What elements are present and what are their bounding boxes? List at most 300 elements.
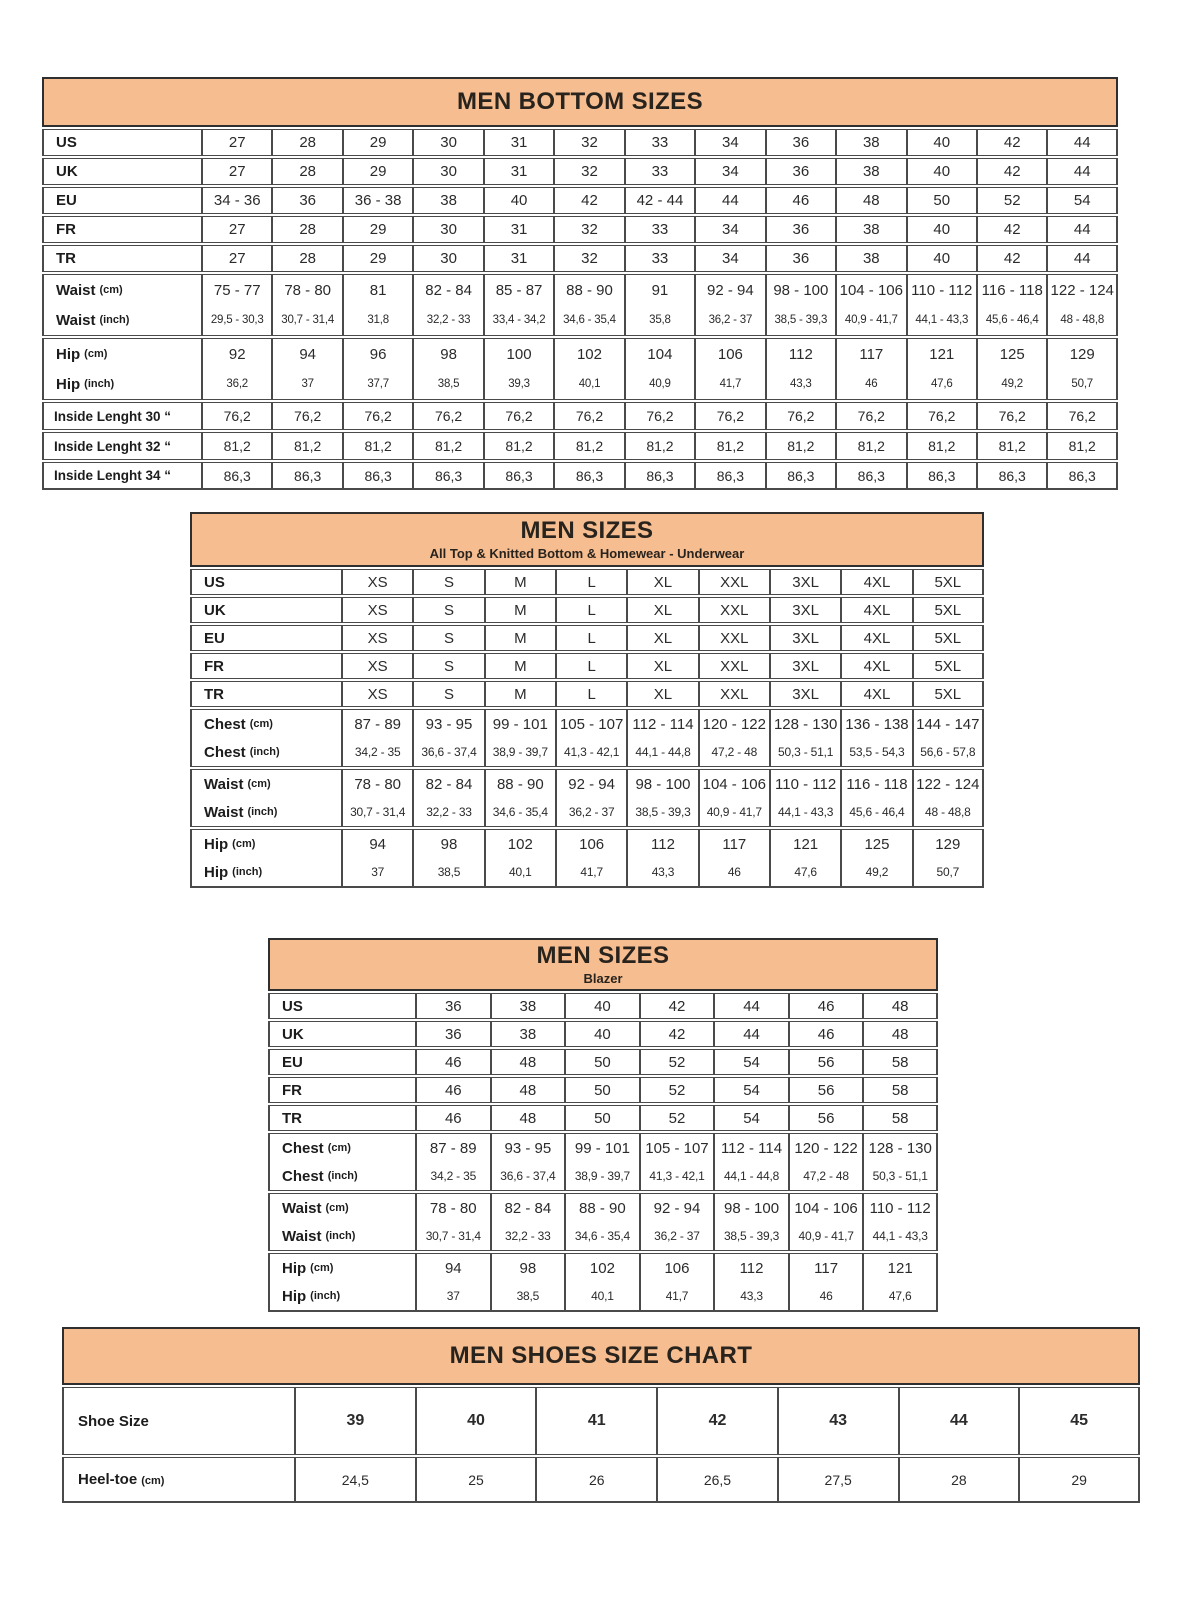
value-cell: 38 bbox=[836, 245, 906, 272]
row-label-text: Heel-toe bbox=[78, 1471, 138, 1488]
value-cell: XS bbox=[342, 597, 413, 623]
row-label-unit: (cm) bbox=[141, 1475, 165, 1487]
value-inch: 34,6 - 35,4 bbox=[492, 805, 548, 819]
measure-unit: (cm) bbox=[99, 284, 123, 296]
men-bottom-sizes-grid bbox=[42, 75, 1118, 492]
value-cell: 32 bbox=[554, 245, 624, 272]
value-cell: 24,5 bbox=[295, 1457, 416, 1503]
value-cell: 44 bbox=[1047, 245, 1118, 272]
value-cell bbox=[789, 1193, 864, 1251]
value-cell: 46 bbox=[789, 993, 864, 1019]
value-inch: 36,2 - 37 bbox=[654, 1229, 700, 1243]
value-cell bbox=[491, 1193, 566, 1251]
row-label bbox=[268, 1105, 416, 1131]
row-label-text: US bbox=[56, 134, 77, 151]
value-lines bbox=[414, 339, 482, 399]
value-inch: 39,3 bbox=[508, 378, 530, 390]
value-cell: 29 bbox=[343, 216, 413, 243]
value-inch: 41,7 bbox=[719, 378, 742, 390]
row-label bbox=[268, 1193, 416, 1251]
value-cell: 3XL bbox=[770, 625, 841, 651]
value-cell: 43 bbox=[778, 1387, 899, 1455]
value-cell: M bbox=[485, 597, 556, 623]
table-header-row bbox=[42, 77, 1118, 127]
value-cell bbox=[836, 338, 906, 400]
value-cell: 40 bbox=[416, 1387, 537, 1455]
value-cm: 98 bbox=[440, 835, 458, 853]
value-lines bbox=[715, 1194, 788, 1250]
value-cell: 38 bbox=[836, 216, 906, 243]
table-title: MEN SIZES bbox=[536, 941, 670, 969]
value-cm: 128 - 130 bbox=[868, 1139, 932, 1157]
value-cell: 86,3 bbox=[413, 462, 483, 490]
value-cell: 76,2 bbox=[554, 402, 624, 430]
value-lines bbox=[641, 1194, 714, 1250]
value-lines bbox=[767, 275, 835, 335]
row-label-line bbox=[204, 738, 341, 766]
value-cell: 46 bbox=[416, 1105, 491, 1131]
value-cell: 27 bbox=[202, 129, 272, 156]
value-lines bbox=[978, 339, 1046, 399]
measure-name: Waist bbox=[56, 311, 96, 329]
row-label bbox=[190, 709, 342, 767]
row-label bbox=[190, 769, 342, 827]
value-cell: 29 bbox=[343, 129, 413, 156]
value-cell bbox=[625, 274, 695, 336]
value-cell: 32 bbox=[554, 129, 624, 156]
table-row-tr bbox=[42, 245, 1118, 272]
value-cell: 86,3 bbox=[907, 462, 977, 490]
value-lines bbox=[557, 770, 626, 826]
value-lines bbox=[790, 1194, 863, 1250]
value-cell: 52 bbox=[640, 1049, 715, 1075]
value-lines bbox=[641, 1134, 714, 1190]
value-cm: 81 bbox=[369, 281, 387, 299]
value-cm: 100 bbox=[506, 345, 532, 363]
row-label-line bbox=[204, 770, 341, 798]
value-cm: 121 bbox=[793, 835, 819, 853]
value-cm: 98 - 100 bbox=[724, 1199, 780, 1217]
table-row-waist bbox=[42, 274, 1118, 336]
value-cell: M bbox=[485, 625, 556, 651]
value-cell: 4XL bbox=[841, 681, 912, 707]
men-shoes-size-chart-table bbox=[62, 1325, 1140, 1505]
measure-unit: (inch) bbox=[84, 378, 115, 390]
value-lines bbox=[837, 339, 905, 399]
row-label bbox=[42, 402, 202, 430]
value-cell: 76,2 bbox=[343, 402, 413, 430]
value-cell bbox=[565, 1193, 640, 1251]
value-cell: 44 bbox=[1047, 158, 1118, 185]
value-cell: 76,2 bbox=[907, 402, 977, 430]
value-lines bbox=[628, 710, 697, 766]
value-cell bbox=[640, 1193, 715, 1251]
value-cell: 46 bbox=[416, 1077, 491, 1103]
value-lines bbox=[555, 339, 623, 399]
value-cell: S bbox=[413, 625, 484, 651]
table-subtitle: Blazer bbox=[583, 971, 623, 987]
value-cell bbox=[202, 338, 272, 400]
row-label bbox=[42, 245, 202, 272]
value-cell bbox=[913, 709, 984, 767]
men-bottom-sizes-table bbox=[42, 75, 1118, 492]
value-cell bbox=[413, 274, 483, 336]
value-cell: 27 bbox=[202, 158, 272, 185]
value-cell: 81,2 bbox=[625, 432, 695, 460]
value-cell bbox=[695, 338, 765, 400]
value-cell: 81,2 bbox=[1047, 432, 1118, 460]
value-inch: 34,6 - 35,4 bbox=[574, 1229, 630, 1243]
value-cell: 54 bbox=[714, 1049, 789, 1075]
row-label bbox=[42, 338, 202, 400]
value-cell bbox=[554, 274, 624, 336]
value-inch: 47,6 bbox=[930, 378, 953, 390]
value-lines bbox=[555, 275, 623, 335]
value-cell: 5XL bbox=[913, 625, 984, 651]
value-cell: 38 bbox=[413, 187, 483, 214]
value-cell: 40 bbox=[484, 187, 554, 214]
value-cm: 112 bbox=[739, 1259, 764, 1277]
value-inch: 29,5 - 30,3 bbox=[210, 314, 264, 326]
value-cell: 33 bbox=[625, 158, 695, 185]
value-cm: 125 bbox=[999, 345, 1025, 363]
value-inch: 40,9 - 41,7 bbox=[706, 805, 762, 819]
value-cell: 50 bbox=[565, 1049, 640, 1075]
value-cm: 110 - 112 bbox=[869, 1199, 931, 1217]
value-lines bbox=[343, 770, 412, 826]
value-inch: 50,7 bbox=[936, 865, 960, 879]
value-cell: 34 - 36 bbox=[202, 187, 272, 214]
value-cell: 33 bbox=[625, 245, 695, 272]
value-lines bbox=[1048, 275, 1116, 335]
row-label-text: US bbox=[204, 573, 225, 591]
value-lines bbox=[771, 710, 840, 766]
value-cell: 27 bbox=[202, 216, 272, 243]
value-inch: 44,1 - 44,8 bbox=[635, 745, 691, 759]
measure-unit: (inch) bbox=[99, 314, 130, 326]
value-inch: 36,2 bbox=[226, 378, 249, 390]
measure-unit: (cm) bbox=[247, 778, 271, 790]
value-cell bbox=[342, 709, 413, 767]
value-cell: 44 bbox=[899, 1387, 1020, 1455]
value-inch: 50,3 - 51,1 bbox=[872, 1169, 928, 1183]
value-cell bbox=[484, 274, 554, 336]
value-cell: 38 bbox=[491, 993, 566, 1019]
value-inch: 30,7 - 31,4 bbox=[425, 1229, 481, 1243]
table-title: MEN SIZES bbox=[520, 516, 654, 544]
table-row-fr bbox=[190, 653, 984, 679]
table-row-shoe-size bbox=[62, 1387, 1140, 1455]
value-cell: M bbox=[485, 653, 556, 679]
value-cell: 81,2 bbox=[977, 432, 1047, 460]
value-cell bbox=[770, 769, 841, 827]
table-title-band bbox=[190, 512, 984, 567]
value-cell: XL bbox=[627, 653, 698, 679]
value-lines bbox=[696, 339, 764, 399]
value-cell bbox=[766, 274, 836, 336]
value-cell: 40 bbox=[907, 158, 977, 185]
value-cell bbox=[841, 769, 912, 827]
value-lines bbox=[343, 830, 412, 886]
value-inch: 36,6 - 37,4 bbox=[421, 745, 477, 759]
value-lines bbox=[842, 830, 911, 886]
value-cell: L bbox=[556, 625, 627, 651]
value-lines bbox=[344, 275, 412, 335]
value-cell: 76,2 bbox=[766, 402, 836, 430]
row-label-text: EU bbox=[204, 629, 225, 647]
value-cm: 99 - 101 bbox=[492, 715, 548, 733]
value-lines bbox=[492, 1254, 565, 1310]
value-cell: 38 bbox=[836, 129, 906, 156]
value-lines bbox=[414, 830, 483, 886]
table-row-hip bbox=[268, 1253, 938, 1312]
value-cell bbox=[770, 709, 841, 767]
value-inch: 49,2 bbox=[865, 865, 889, 879]
value-inch: 30,7 - 31,4 bbox=[281, 314, 335, 326]
value-cell: 46 bbox=[766, 187, 836, 214]
value-inch: 37 bbox=[371, 865, 385, 879]
value-cell bbox=[202, 274, 272, 336]
value-cm: 105 - 107 bbox=[645, 1139, 709, 1157]
value-cell: 28 bbox=[272, 216, 342, 243]
value-cell: 29 bbox=[343, 245, 413, 272]
row-label bbox=[42, 216, 202, 243]
table-row-tr bbox=[268, 1105, 938, 1131]
value-inch: 34,2 - 35 bbox=[354, 745, 401, 759]
value-cm: 104 - 106 bbox=[794, 1199, 858, 1217]
value-cell: 42 bbox=[977, 158, 1047, 185]
measure-name: Hip bbox=[56, 345, 81, 363]
value-lines bbox=[700, 830, 769, 886]
value-inch: 33,4 - 34,2 bbox=[492, 314, 546, 326]
value-cm: 87 - 89 bbox=[429, 1139, 477, 1157]
measure-name: Chest bbox=[282, 1139, 324, 1157]
value-cell bbox=[342, 769, 413, 827]
row-label bbox=[190, 569, 342, 595]
value-cm: 87 - 89 bbox=[354, 715, 402, 733]
value-cell: XXL bbox=[699, 569, 770, 595]
value-cell bbox=[625, 338, 695, 400]
value-cell: S bbox=[413, 597, 484, 623]
value-cell: 31 bbox=[484, 245, 554, 272]
value-cell: 27,5 bbox=[778, 1457, 899, 1503]
value-inch: 43,3 bbox=[740, 1289, 763, 1303]
value-cm: 88 - 90 bbox=[496, 775, 544, 793]
value-lines bbox=[486, 770, 555, 826]
value-cm: 104 bbox=[647, 345, 673, 363]
value-cell: 42 bbox=[640, 1021, 715, 1047]
value-inch: 41,3 - 42,1 bbox=[649, 1169, 705, 1183]
value-cell: 34 bbox=[695, 158, 765, 185]
value-lines bbox=[343, 710, 412, 766]
value-cell: 50 bbox=[907, 187, 977, 214]
row-label bbox=[190, 625, 342, 651]
value-cell: 28 bbox=[272, 129, 342, 156]
measure-name: Hip bbox=[56, 375, 81, 393]
value-cell bbox=[770, 829, 841, 888]
value-cell: 5XL bbox=[913, 569, 984, 595]
value-cell: 32 bbox=[554, 158, 624, 185]
value-cell: 81,2 bbox=[413, 432, 483, 460]
value-cell: 5XL bbox=[913, 681, 984, 707]
row-label-line bbox=[282, 1194, 415, 1222]
value-cell bbox=[913, 829, 984, 888]
value-cell bbox=[565, 1133, 640, 1191]
value-cell: 46 bbox=[789, 1021, 864, 1047]
row-label-text: EU bbox=[56, 192, 77, 209]
value-cell: 48 bbox=[836, 187, 906, 214]
value-cell: 36 bbox=[766, 245, 836, 272]
value-inch: 41,3 - 42,1 bbox=[564, 745, 620, 759]
value-cell: 56 bbox=[789, 1077, 864, 1103]
value-lines bbox=[626, 339, 694, 399]
table-row-us bbox=[268, 993, 938, 1019]
value-cell: 86,3 bbox=[484, 462, 554, 490]
value-inch: 37 bbox=[301, 378, 314, 390]
value-cell bbox=[342, 829, 413, 888]
value-cell: 45 bbox=[1019, 1387, 1140, 1455]
value-cm: 98 bbox=[519, 1259, 537, 1277]
table-row-waist bbox=[268, 1193, 938, 1251]
value-cell: S bbox=[413, 569, 484, 595]
value-cell: 81,2 bbox=[272, 432, 342, 460]
value-lines bbox=[344, 339, 412, 399]
value-lines bbox=[700, 710, 769, 766]
value-cell: 76,2 bbox=[202, 402, 272, 430]
row-label bbox=[190, 829, 342, 888]
value-cell: 81,2 bbox=[766, 432, 836, 460]
value-lines bbox=[1048, 339, 1116, 399]
value-cm: 92 - 94 bbox=[653, 1199, 701, 1217]
value-cm: 93 - 95 bbox=[425, 715, 473, 733]
value-cell bbox=[913, 769, 984, 827]
value-cm: 78 - 80 bbox=[429, 1199, 477, 1217]
value-inch: 48 - 48,8 bbox=[1060, 314, 1105, 326]
value-inch: 48 - 48,8 bbox=[925, 805, 971, 819]
row-label-text: US bbox=[282, 997, 303, 1015]
value-cell: 33 bbox=[625, 129, 695, 156]
value-inch: 37 bbox=[446, 1289, 460, 1303]
value-inch: 40,9 bbox=[649, 378, 671, 390]
value-cell: 28 bbox=[272, 245, 342, 272]
row-label-line bbox=[282, 1254, 415, 1282]
value-cell: 76,2 bbox=[413, 402, 483, 430]
value-cell: 31 bbox=[484, 129, 554, 156]
table-row-eu bbox=[42, 187, 1118, 214]
value-inch: 36,6 - 37,4 bbox=[500, 1169, 556, 1183]
measure-unit: (cm) bbox=[325, 1202, 349, 1214]
value-cell: 4XL bbox=[841, 597, 912, 623]
value-cell bbox=[556, 709, 627, 767]
value-cm: 82 - 84 bbox=[504, 1199, 552, 1217]
value-cell: 26 bbox=[536, 1457, 657, 1503]
measure-name: Waist bbox=[204, 775, 244, 793]
value-inch: 34,6 - 35,4 bbox=[563, 314, 616, 326]
value-cell: 81,2 bbox=[484, 432, 554, 460]
value-cm: 112 - 114 bbox=[720, 1139, 783, 1157]
value-cm: 75 - 77 bbox=[213, 281, 261, 299]
value-cm: 94 bbox=[299, 345, 317, 363]
row-label-line bbox=[56, 369, 201, 399]
value-cm: 117 bbox=[722, 835, 747, 853]
value-lines bbox=[908, 339, 976, 399]
value-lines bbox=[641, 1254, 714, 1310]
value-cell bbox=[416, 1193, 491, 1251]
value-cell: 5XL bbox=[913, 653, 984, 679]
value-cm: 110 - 112 bbox=[775, 775, 837, 793]
value-cell bbox=[627, 829, 698, 888]
value-lines bbox=[203, 275, 271, 335]
value-cell: 25 bbox=[416, 1457, 537, 1503]
value-cell bbox=[272, 274, 342, 336]
row-label bbox=[190, 597, 342, 623]
value-cm: 96 bbox=[369, 345, 387, 363]
value-cell: 86,3 bbox=[343, 462, 413, 490]
value-cm: 120 - 122 bbox=[794, 1139, 858, 1157]
value-cell: 58 bbox=[863, 1105, 938, 1131]
row-label-line bbox=[282, 1222, 415, 1250]
value-inch: 32,2 - 33 bbox=[426, 314, 471, 326]
value-cell: 50 bbox=[565, 1077, 640, 1103]
value-inch: 34,2 - 35 bbox=[430, 1169, 477, 1183]
value-inch: 35,8 bbox=[649, 314, 671, 326]
value-cell bbox=[863, 1253, 938, 1312]
value-cm: 106 bbox=[664, 1259, 690, 1277]
value-lines bbox=[715, 1254, 788, 1310]
value-cell: 81,2 bbox=[554, 432, 624, 460]
value-cell: 36 bbox=[766, 129, 836, 156]
value-cell: 44 bbox=[695, 187, 765, 214]
value-cell: 48 bbox=[491, 1105, 566, 1131]
table-row-uk bbox=[268, 1021, 938, 1047]
table-row-hip bbox=[42, 338, 1118, 400]
value-cell bbox=[640, 1133, 715, 1191]
measure-unit: (cm) bbox=[84, 348, 108, 360]
value-cm: 117 bbox=[814, 1259, 839, 1277]
row-label bbox=[190, 653, 342, 679]
value-lines bbox=[978, 275, 1046, 335]
value-inch: 36,2 - 37 bbox=[708, 314, 753, 326]
value-lines bbox=[485, 339, 553, 399]
value-cm: 85 - 87 bbox=[495, 281, 543, 299]
value-cm: 91 bbox=[651, 281, 669, 299]
row-label-text: UK bbox=[204, 601, 226, 619]
value-cm: 106 bbox=[579, 835, 605, 853]
value-cm: 136 - 138 bbox=[845, 715, 909, 733]
value-inch: 40,9 - 41,7 bbox=[798, 1229, 854, 1243]
value-inch: 40,1 bbox=[591, 1289, 614, 1303]
value-cell: 30 bbox=[413, 245, 483, 272]
value-cell: 58 bbox=[863, 1049, 938, 1075]
value-cell bbox=[627, 769, 698, 827]
row-label-line bbox=[56, 305, 201, 335]
row-label-text: UK bbox=[282, 1025, 304, 1043]
row-label-line bbox=[204, 858, 341, 886]
value-inch: 43,3 bbox=[790, 378, 812, 390]
measure-unit: (inch) bbox=[232, 866, 263, 878]
row-label-line bbox=[204, 710, 341, 738]
value-inch: 46 bbox=[727, 865, 741, 879]
value-cell: 29 bbox=[343, 158, 413, 185]
table-row-chest bbox=[190, 709, 984, 767]
value-cell: 29 bbox=[1019, 1457, 1140, 1503]
value-cell: 39 bbox=[295, 1387, 416, 1455]
value-cell: 40 bbox=[565, 993, 640, 1019]
value-cm: 94 bbox=[369, 835, 386, 853]
table-title-band bbox=[62, 1327, 1140, 1385]
value-cm: 88 - 90 bbox=[566, 281, 613, 299]
value-inch: 38,5 - 39,3 bbox=[723, 1229, 780, 1243]
